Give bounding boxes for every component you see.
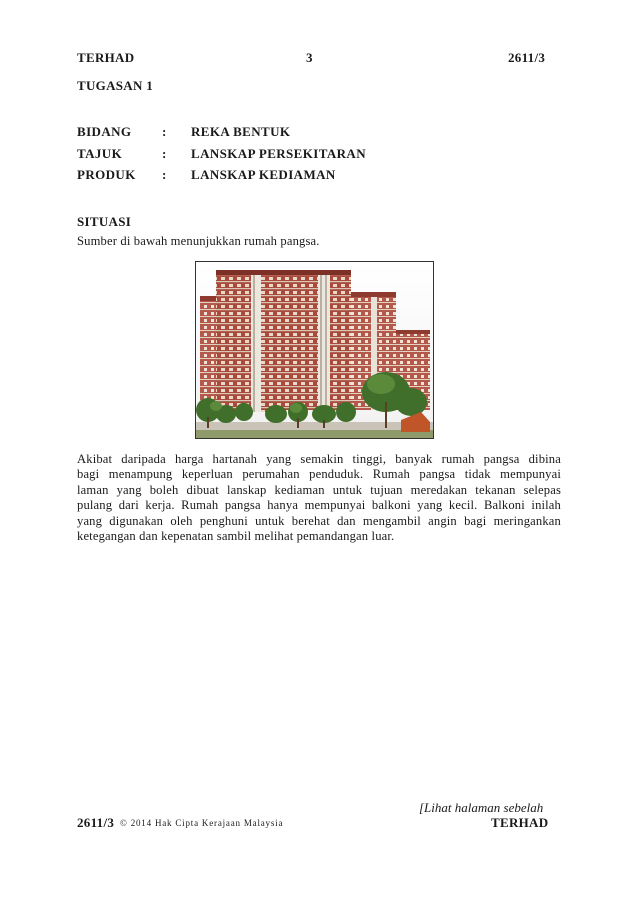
meta-value: LANSKAP KEDIAMAN — [191, 167, 336, 182]
header-paper-code: 2611/3 — [508, 50, 546, 65]
header-classification: TERHAD — [77, 50, 135, 65]
footer-paper-code: 2611/3 — [77, 815, 115, 830]
body-line: Akibat daripada harga hartanah yang semakin tinggi, banyak rumah pangsa dibina — [77, 452, 561, 466]
body-paragraph — [77, 452, 561, 544]
situation-heading: SITUASI — [77, 214, 132, 229]
flats-photo — [195, 261, 434, 439]
meta-label: TAJUK — [77, 146, 123, 161]
meta-label: BIDANG — [77, 124, 132, 139]
footer-classification: TERHAD — [491, 815, 549, 830]
meta-separator: : — [162, 167, 167, 182]
meta-separator: : — [162, 124, 167, 139]
meta-value: LANSKAP PERSEKITARAN — [191, 146, 366, 161]
page-number: 3 — [306, 50, 313, 65]
task-title: TUGASAN 1 — [77, 78, 154, 93]
body-line: bagi menampung keperluan perumahan penduduk. Rumah pangsa tidak mempunyai — [77, 467, 561, 482]
body-line: ketegangan dan kepenatan sambil melihat pemandangan luar. — [77, 529, 395, 544]
meta-label: PRODUK — [77, 167, 136, 182]
apartment-buildings-illustration — [196, 262, 433, 438]
body-line: laman yang boleh dibuat lanskap kediaman untuk tujuan meredakan tekanan selepas — [77, 482, 561, 497]
meta-value: REKA BENTUK — [191, 124, 291, 139]
situation-intro: Sumber di bawah menunjukkan rumah pangsa. — [77, 234, 320, 248]
next-page-note: [Lihat halaman sebelah — [419, 800, 544, 815]
body-line: pulang dari kerja. Rumah pangsa hanya mempunyai balkoni yang kecil. Balkoni inilah — [77, 498, 561, 513]
meta-separator: : — [162, 146, 167, 161]
footer-copyright: © 2014 Hak Cipta Kerajaan Malaysia — [120, 818, 284, 828]
body-line: yang digunakan oleh penghuni untuk berehat dan mengambil angin bagi meringankan — [77, 513, 561, 528]
